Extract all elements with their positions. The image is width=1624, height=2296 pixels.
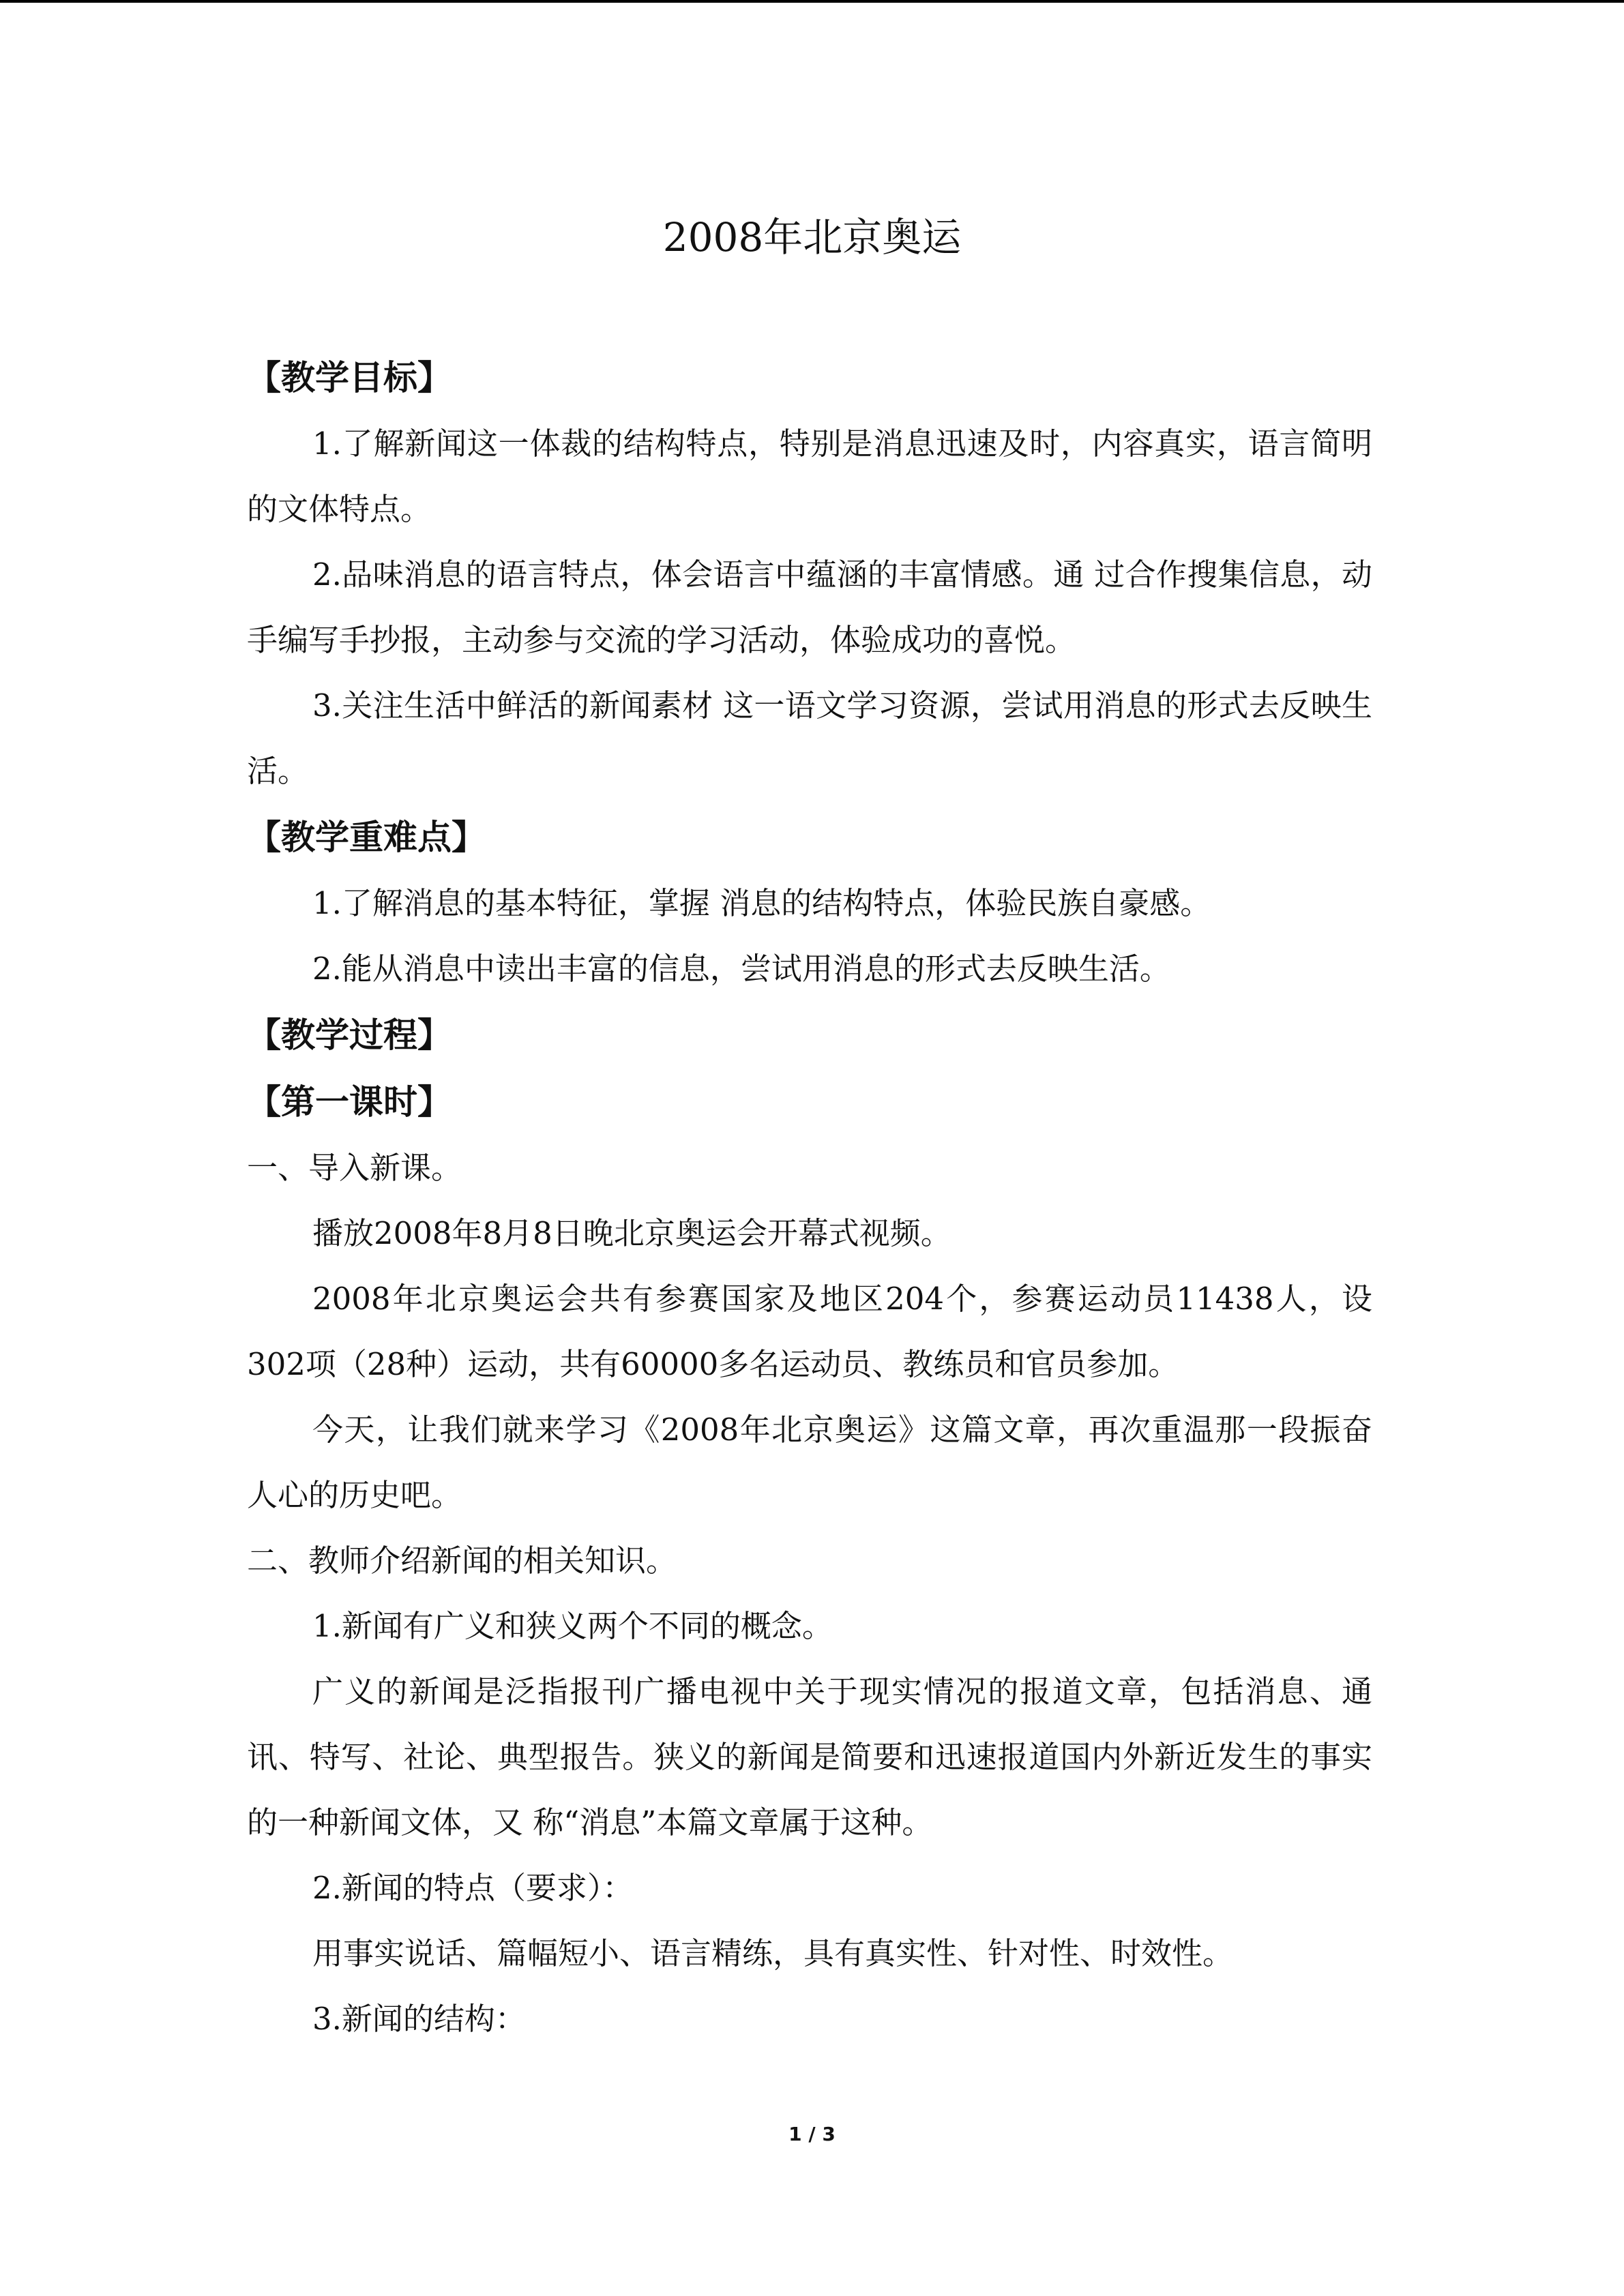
key-point-1: 1.了解消息的基本特征，掌握 消息的结构特点，体验民族自豪感。	[312, 885, 1211, 921]
step-2-paragraph-1: 1.新闻有广义和狭义两个不同的概念。	[312, 1608, 833, 1644]
heading-first-lesson: 【第一课时】	[247, 1082, 452, 1122]
document-body	[247, 344, 1372, 2052]
goal-1: 1.了解新闻这一体裁的结构特点，特别是消息迅速及时，内容真实，语言简明的文体特点。	[247, 426, 1372, 527]
top-border-rule	[0, 0, 1624, 3]
key-point-2: 2.能从消息中读出丰富的信息，尝试用消息的形式去反映生活。	[312, 951, 1170, 987]
step-1-paragraph-2: 2008年北京奥运会共有参赛国家及地区204个，参赛运动员11438人，设302项（28种）运动，共有60000多名运动员、教练员和官员参加。	[247, 1281, 1372, 1382]
heading-teaching-goals: 【教学目标】	[247, 358, 452, 398]
step-2-title: 二、教师介绍新闻的相关知识。	[247, 1542, 677, 1579]
heading-key-points: 【教学重难点】	[247, 818, 486, 857]
step-1-title: 一、导入新课。	[247, 1150, 462, 1186]
document-title: 2008年北京奥运	[662, 214, 962, 260]
page-number: 1 / 3	[788, 2123, 836, 2145]
goal-2: 2.品味消息的语言特点，体会语言中蕴涵的丰富情感。通 过合作搜集信息，动手编写手抄报，主动参与交流的学习活动，体验成功的喜悦。	[247, 556, 1372, 658]
step-2-paragraph-3: 2.新闻的特点（要求）：	[312, 1870, 634, 1906]
step-1-paragraph-3: 今天，让我们就来学习《2008年北京奥运》这篇文章，再次重温那一段振奋人心的历史吧。	[247, 1412, 1372, 1513]
heading-teaching-process: 【教学过程】	[247, 1015, 452, 1055]
step-2-paragraph-4: 用事实说话、篇幅短小、语言精练，具有真实性、针对性、时效性。	[312, 1935, 1234, 1971]
step-2-paragraph-2: 广义的新闻是泛指报刊广播电视中关于现实情况的报道文章，包括消息、通讯、特写、社论、典型报告。狭义的新闻是简要和迅速报道国内外新近发生的事实的一种新闻文体，又 称“消息”本篇文章属于这种。	[247, 1673, 1372, 1840]
step-2-paragraph-5: 3.新闻的结构：	[312, 2001, 526, 2037]
step-1-paragraph-1: 播放2008年8月8日晚北京奥运会开幕式视频。	[312, 1215, 951, 1251]
goal-3: 3.关注生活中鲜活的新闻素材 这一语文学习资源，尝试用消息的形式去反映生活。	[247, 687, 1372, 789]
